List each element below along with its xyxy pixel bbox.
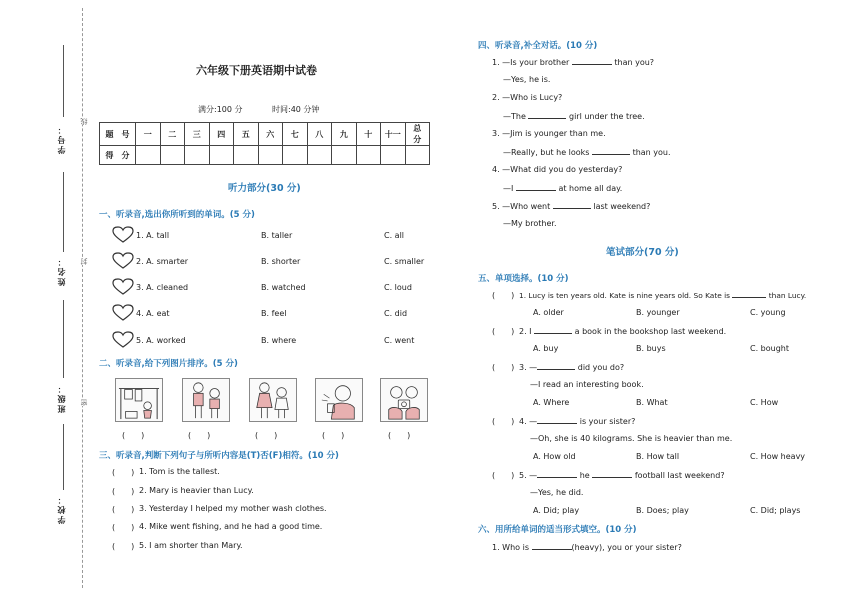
tf-statement: 4. Mike went fishing, and he had a good time. (139, 522, 323, 531)
mc-option[interactable]: A. Did; play (533, 506, 580, 515)
heart-icon[interactable] (112, 226, 134, 243)
tf-bracket[interactable]: ( ) (112, 468, 135, 477)
dialogue-line: 2. —Who is Lucy? (492, 93, 563, 102)
score-cell[interactable] (136, 146, 161, 165)
name-label: 姓名： (57, 256, 66, 286)
picture-laundry (115, 378, 163, 422)
mc-option[interactable]: A. buy (533, 344, 559, 353)
score-header-cell: 七 (283, 123, 308, 146)
full-score: 满分:100 分 (198, 105, 243, 114)
score-header-cell: 四 (209, 123, 234, 146)
answer-blank[interactable] (732, 290, 766, 298)
answer-blank[interactable] (528, 111, 566, 119)
mc-option[interactable]: B. What (636, 398, 668, 407)
p1-q4-option-a: 4. A. eat (136, 309, 170, 318)
score-header-cell: 八 (307, 123, 332, 146)
mc-option[interactable]: A. How old (533, 452, 576, 461)
dialogue-line: —The girl under the tree. (503, 112, 645, 121)
answer-blank[interactable] (532, 542, 572, 550)
score-header-cell: 总 分 (405, 123, 430, 146)
answer-blank[interactable] (537, 416, 577, 424)
mc-option[interactable]: B. younger (636, 308, 680, 317)
score-header-cell: 二 (160, 123, 185, 146)
score-cell[interactable] (160, 146, 185, 165)
picture-order-bracket[interactable]: ( ) (122, 431, 145, 440)
score-header-cell: 三 (185, 123, 210, 146)
p1-q1-option-a: 1. A. tall (136, 231, 170, 240)
mc-option[interactable]: B. Does; play (636, 506, 689, 515)
score-row-label: 得 分 (100, 146, 136, 165)
p1-q2-option-a: 2. A. smarter (136, 257, 189, 266)
p1-q5-option-a: 5. A. worked (136, 336, 186, 345)
class-label: 班级： (57, 383, 66, 413)
student-id-blank[interactable] (63, 45, 64, 117)
score-cell[interactable] (185, 146, 210, 165)
score-cell[interactable] (234, 146, 259, 165)
dialogue-line: —Yes, he is. (503, 75, 551, 84)
answer-blank[interactable] (537, 470, 577, 478)
heart-icon[interactable] (112, 252, 134, 269)
p1-q5-option-c: C. went (384, 336, 415, 345)
school-blank[interactable] (63, 424, 64, 490)
p1-q1-option-b: B. taller (261, 231, 293, 240)
mc-reply: —Yes, he did. (530, 488, 584, 497)
mc-option[interactable]: C. How (750, 398, 779, 407)
mc-reply: —Oh, she is 40 kilograms. She is heavier than me. (530, 434, 733, 443)
mc-option[interactable]: B. buys (636, 344, 666, 353)
score-table-header-row (100, 123, 430, 146)
answer-blank[interactable] (592, 470, 632, 478)
part3-title: 三、听录音,判断下列句子与所听内容是(T)否(F)相符。(10 分) (99, 451, 339, 461)
cut-mark-secret: 密 (80, 399, 88, 406)
p1-q1-option-c: C. all (384, 231, 405, 240)
dialogue-line: 1. —Is your brother than you? (492, 58, 655, 67)
picture-order-bracket[interactable]: ( ) (388, 431, 411, 440)
mc-stem: 4. — is your sister? (519, 417, 636, 426)
tf-statement: 5. I am shorter than Mary. (139, 541, 243, 550)
answer-blank[interactable] (572, 57, 612, 65)
mc-option[interactable]: C. bought (750, 344, 789, 353)
binding-dashed-line (82, 8, 83, 588)
mc-stem: 2. I a book in the bookshop last weekend. (519, 327, 727, 336)
mc-option[interactable]: C. Did; plays (750, 506, 801, 515)
p1-q3-option-b: B. watched (261, 283, 306, 292)
school-label: 学校： (57, 494, 66, 524)
p1-q2-option-c: C. smaller (384, 257, 425, 266)
score-cell[interactable] (405, 146, 430, 165)
part4-title: 四、听录音,补全对话。(10 分) (478, 41, 598, 51)
score-cell[interactable] (381, 146, 406, 165)
score-header-cell: 六 (258, 123, 283, 146)
tf-bracket[interactable]: ( ) (112, 505, 135, 514)
student-id-label: 学号： (57, 124, 66, 154)
mc-option[interactable]: C. How heavy (750, 452, 806, 461)
tf-bracket[interactable]: ( ) (112, 523, 135, 532)
score-header-cell: 十一 (381, 123, 406, 146)
picture-kids-camera (380, 378, 428, 422)
mc-bracket[interactable]: ( ) (492, 417, 515, 426)
picture-order-bracket[interactable]: ( ) (255, 431, 278, 440)
mc-bracket[interactable]: ( ) (492, 363, 515, 372)
picture-order-bracket[interactable]: ( ) (322, 431, 345, 440)
part5-title: 五、单项选择。(10 分) (478, 274, 569, 284)
picture-boy-girl (182, 378, 230, 422)
score-table (99, 122, 430, 165)
p1-q5-option-b: B. where (261, 336, 297, 345)
written-section-title: 笔试部分(70 分) (606, 247, 679, 258)
tf-statement: 2. Mary is heavier than Lucy. (139, 486, 254, 495)
dialogue-line: —My brother. (503, 219, 557, 228)
dialogue-line: 3. —Jim is younger than me. (492, 129, 606, 138)
score-header-cell: 十 (356, 123, 381, 146)
cut-mark-line: 线 (80, 118, 88, 125)
score-header-cell: 一 (136, 123, 161, 146)
tf-bracket[interactable]: ( ) (112, 542, 135, 551)
mc-bracket[interactable]: ( ) (492, 327, 515, 336)
mc-option[interactable]: A. Where (533, 398, 570, 407)
cut-mark-seal: 封 (80, 258, 88, 265)
class-blank[interactable] (63, 300, 64, 378)
mc-bracket[interactable]: ( ) (492, 291, 515, 300)
answer-blank[interactable] (592, 147, 630, 155)
mc-bracket[interactable]: ( ) (492, 471, 515, 480)
picture-order-bracket[interactable]: ( ) (188, 431, 211, 440)
score-cell[interactable] (307, 146, 332, 165)
mc-reply: —I read an interesting book. (530, 380, 644, 389)
tf-statement: 3. Yesterday I helped my mother wash clothes. (139, 504, 327, 513)
dialogue-line: 5. —Who went last weekend? (492, 202, 651, 211)
mc-option[interactable]: C. young (750, 308, 786, 317)
part2-title: 二、听录音,给下列图片排序。(5 分) (99, 359, 238, 369)
exam-title: 六年级下册英语期中试卷 (196, 64, 317, 77)
heart-icon[interactable] (112, 304, 134, 321)
score-cell[interactable] (283, 146, 308, 165)
score-cell[interactable] (209, 146, 234, 165)
exam-time: 时间:40 分钟 (272, 105, 320, 114)
score-cell[interactable] (356, 146, 381, 165)
p1-q4-option-c: C. did (384, 309, 408, 318)
mc-option[interactable]: A. older (533, 308, 564, 317)
dialogue-line: —Really, but he looks than you. (503, 148, 671, 157)
answer-blank[interactable] (553, 201, 591, 209)
part1-title: 一、听录音,选出你所听到的单词。(5 分) (99, 210, 255, 220)
p1-q3-option-c: C. loud (384, 283, 412, 292)
score-header-cell: 题 号 (100, 123, 136, 146)
score-cell[interactable] (332, 146, 357, 165)
dialogue-line: 4. —What did you do yesterday? (492, 165, 623, 174)
heart-icon[interactable] (112, 278, 134, 295)
score-header-cell: 五 (234, 123, 259, 146)
p1-q4-option-b: B. feel (261, 309, 287, 318)
score-table-score-row (100, 146, 430, 165)
mc-stem: 5. — he football last weekend? (519, 471, 725, 480)
listening-section-title: 听力部分(30 分) (228, 183, 301, 194)
tf-bracket[interactable]: ( ) (112, 487, 135, 496)
p1-q3-option-a: 3. A. cleaned (136, 283, 189, 292)
mc-stem: 3. — did you do? (519, 363, 625, 372)
part6-title: 六、用所给单词的适当形式填空。(10 分) (478, 525, 637, 535)
answer-blank[interactable] (516, 183, 556, 191)
dialogue-line: —I at home all day. (503, 184, 623, 193)
picture-person-drinking (315, 378, 363, 422)
p1-q2-option-b: B. shorter (261, 257, 301, 266)
score-header-cell: 九 (332, 123, 357, 146)
mc-option[interactable]: B. How tall (636, 452, 680, 461)
fill-in-question: 1. Who is (heavy), you or your sister? (492, 543, 682, 552)
mc-stem: 1. Lucy is ten years old. Kate is nine years old. So Kate is than Lucy. (519, 291, 807, 300)
score-cell[interactable] (258, 146, 283, 165)
answer-blank[interactable] (534, 326, 572, 334)
picture-girls (249, 378, 297, 422)
name-blank[interactable] (63, 172, 64, 252)
heart-icon[interactable] (112, 331, 134, 348)
tf-statement: 1. Tom is the tallest. (139, 467, 220, 476)
answer-blank[interactable] (537, 362, 575, 370)
